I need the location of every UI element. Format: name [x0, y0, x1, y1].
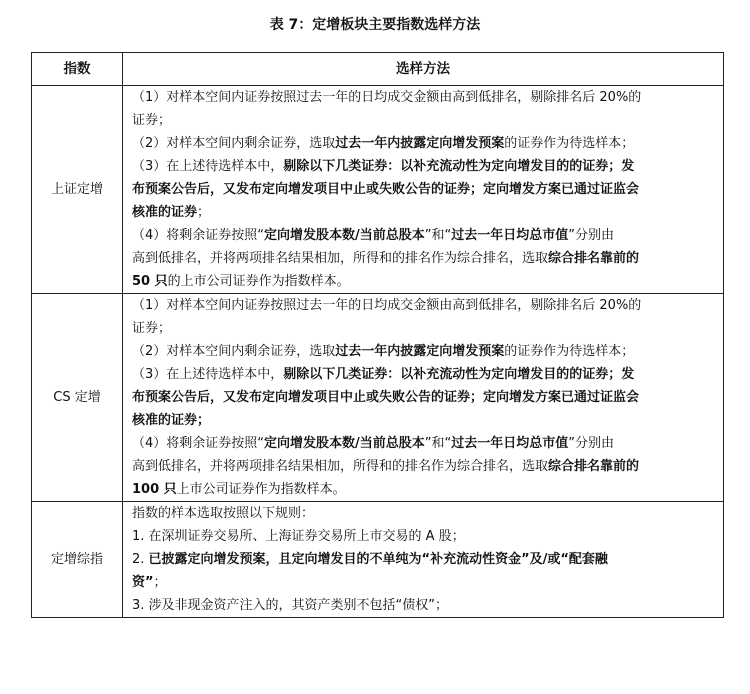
method-line: [132, 409, 719, 432]
method-line: [132, 594, 719, 617]
index-name-cell: 上证定增: [32, 86, 123, 294]
method-line: [132, 502, 719, 525]
bold-text: 定向增发股本数/当前总股本: [264, 228, 425, 243]
text: （3）在上述待选样本中，: [132, 367, 284, 382]
method-line: [132, 525, 719, 548]
method-line: [132, 548, 719, 571]
bold-text: 已披露定向增发预案，且定向增发目的不单纯为“补充流动性资金”及/或“配套融: [148, 552, 608, 567]
text: 的上市公司证券作为指数样本。: [167, 274, 350, 289]
method-line: [132, 432, 719, 455]
text: 的证券作为待选样本；: [504, 344, 635, 359]
method-line: [132, 317, 719, 340]
index-name-cell: 定增综指: [32, 502, 123, 618]
method-line: [132, 340, 719, 363]
method-cell: [123, 502, 724, 618]
text: 的证券作为待选样本；: [504, 136, 635, 151]
text: 3. 涉及非现金资产注入的，其资产类别不包括“债权”；: [132, 598, 449, 613]
text: （2）对样本空间内剩余证券，选取: [132, 344, 336, 359]
text: 证券；: [132, 321, 172, 336]
method-line: [132, 132, 719, 155]
bold-text: 资”: [132, 575, 154, 590]
index-method-table: [31, 52, 724, 618]
bold-text: 过去一年内披露定向增发预案: [335, 344, 505, 359]
method-line: [132, 571, 719, 594]
method-line: [132, 224, 719, 247]
bold-text: 剔除以下几类证券：以补充流动性为定向增发目的的证券；发: [283, 159, 635, 174]
text: （4）将剩余证券按照“: [132, 436, 265, 451]
bold-text: 50 只: [132, 274, 168, 289]
text: ；: [197, 205, 211, 220]
header-method: 选样方法: [123, 53, 724, 86]
table-row: [32, 86, 724, 294]
text: ”分别由: [568, 436, 615, 451]
bold-text: 过去一年日均总市值: [451, 436, 569, 451]
bold-text: 过去一年日均总市值: [451, 228, 569, 243]
text: 指数的样本选取按照以下规则：: [132, 506, 315, 521]
text: ”分别由: [568, 228, 615, 243]
text: （3）在上述待选样本中，: [132, 159, 284, 174]
text: ”和“: [424, 436, 452, 451]
method-line: [132, 270, 719, 293]
method-line: [132, 363, 719, 386]
method-line: [132, 386, 719, 409]
text: 高到低排名，并将两项排名结果相加，所得和的排名作为综合排名，选取: [132, 459, 549, 474]
table-header-row: [32, 53, 724, 86]
method-line: [132, 478, 719, 501]
method-line: [132, 178, 719, 201]
method-cell: [123, 86, 724, 294]
text: 上市公司证券作为指数样本。: [176, 482, 346, 497]
text: 高到低排名，并将两项排名结果相加，所得和的排名作为综合排名，选取: [132, 251, 549, 266]
text: ；: [153, 575, 167, 590]
text: （4）将剩余证券按照“: [132, 228, 265, 243]
text: （1）对样本空间内证券按照过去一年的日均成交金额由高到低排名，剔除排名后 20%的: [132, 298, 642, 313]
text: ”和“: [424, 228, 452, 243]
index-name-cell: CS 定增: [32, 294, 123, 502]
method-line: [132, 201, 719, 224]
method-line: [132, 109, 719, 132]
bold-text: 剔除以下几类证券：以补充流动性为定向增发目的的证券；发: [283, 367, 635, 382]
bold-text: 100 只: [132, 482, 177, 497]
method-line: [132, 455, 719, 478]
bold-text: 布预案公告后，又发布定向增发项目中止或失败公告的证券；定向增发方案已通过证监会: [132, 182, 640, 197]
bold-text: 核准的证券: [132, 205, 198, 220]
text: 证券；: [132, 113, 172, 128]
method-line: [132, 294, 719, 317]
text: 2.: [132, 552, 149, 567]
text: （2）对样本空间内剩余证券，选取: [132, 136, 336, 151]
header-index: 指数: [32, 53, 123, 86]
method-cell: [123, 294, 724, 502]
bold-text: 综合排名靠前的: [548, 459, 640, 474]
method-line: [132, 86, 719, 109]
bold-text: 布预案公告后，又发布定向增发项目中止或失败公告的证券；定向增发方案已通过证监会: [132, 390, 640, 405]
bold-text: 核准的证券；: [132, 413, 211, 428]
table-title: 表 7：定增板块主要指数选样方法: [269, 17, 481, 33]
text: （1）对样本空间内证券按照过去一年的日均成交金额由高到低排名，剔除排名后 20%的: [132, 90, 642, 105]
table-row: [32, 502, 724, 618]
bold-text: 综合排名靠前的: [548, 251, 640, 266]
text: 1. 在深圳证券交易所、上海证券交易所上市交易的 A 股；: [132, 529, 465, 544]
method-line: [132, 247, 719, 270]
bold-text: 定向增发股本数/当前总股本: [264, 436, 425, 451]
table-row: [32, 294, 724, 502]
bold-text: 过去一年内披露定向增发预案: [335, 136, 505, 151]
method-line: [132, 155, 719, 178]
